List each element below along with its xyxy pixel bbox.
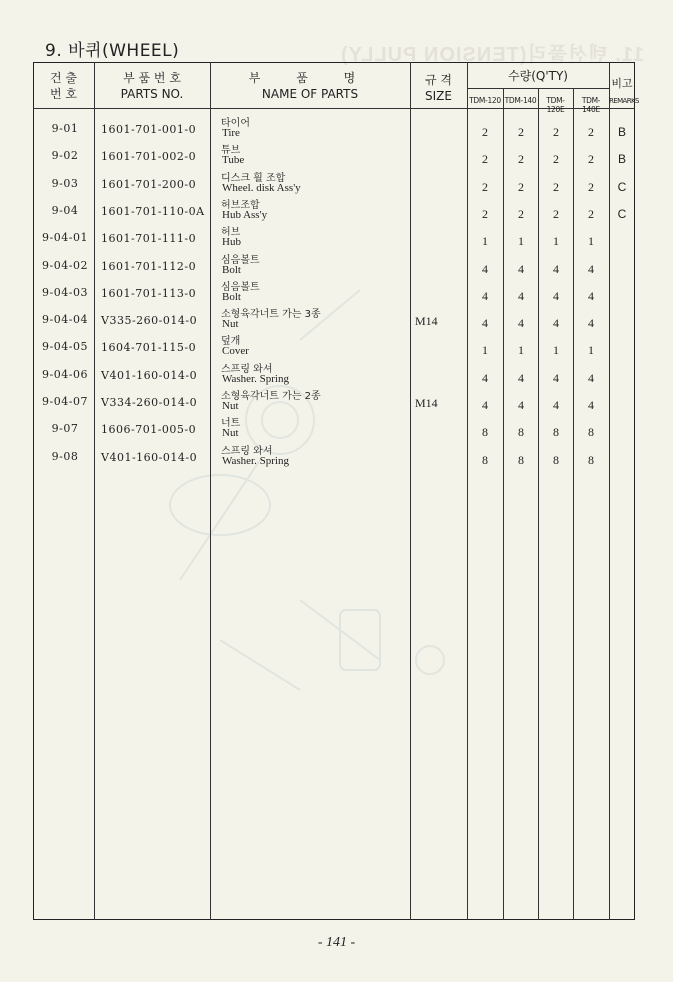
quantity-value: 2 [588, 125, 594, 139]
part-number: V335-260-014-0 [101, 314, 198, 328]
quantity-value: 1 [553, 234, 559, 249]
quantity-value: 8 [588, 425, 594, 440]
remark-value: C [617, 179, 627, 194]
header-name: 부 품 명 NAME OF PARTS [248, 71, 372, 101]
quantity-value: 2 [553, 125, 559, 139]
quantity-value: 4 [588, 261, 594, 276]
item-number: 9-08 [51, 449, 79, 463]
header-model-1: TDM-120 [469, 96, 501, 105]
remark-value: B [617, 125, 626, 139]
quantity-value: 2 [588, 206, 594, 221]
part-name-korean: 스프링 와셔 [221, 445, 273, 457]
part-number: 1604-701-115-0 [101, 341, 197, 355]
item-number: 9-02 [51, 149, 79, 163]
part-number: 1601-701-111-0 [101, 232, 197, 246]
part-name-english: Washer. Spring [222, 372, 289, 385]
part-name-english: Washer. Spring [222, 454, 289, 467]
header-no: 건 출 번 호 [50, 71, 77, 101]
quantity-value: 4 [553, 261, 559, 276]
part-size: M14 [415, 396, 438, 410]
quantity-value: 4 [482, 370, 488, 385]
part-number: 1601-701-112-0 [101, 259, 197, 273]
header-size: 규 격 SIZE [425, 73, 452, 103]
item-number: 9-07 [51, 422, 79, 436]
quantity-value: 8 [553, 452, 559, 467]
quantity-value: 1 [482, 234, 488, 249]
quantity-value: 2 [482, 179, 488, 194]
part-name-english: Nut [222, 400, 239, 412]
quantity-value: 4 [518, 288, 524, 303]
part-name-korean: 스프링 와셔 [221, 363, 273, 375]
quantity-value: 2 [553, 152, 559, 167]
quantity-value: 4 [553, 288, 559, 303]
part-name-korean: 타이어 [221, 118, 250, 129]
part-number: 1601-701-113-0 [101, 286, 197, 300]
section-title: 9. 바퀴(WHEEL) [45, 41, 180, 61]
quantity-value: 2 [518, 179, 524, 194]
part-number: V401-160-014-0 [101, 450, 198, 464]
part-size: M14 [415, 314, 438, 329]
item-number: 9-04-05 [42, 340, 88, 354]
item-number: 9-04-04 [42, 313, 88, 327]
header-parts-no: 부 품 번 호 PARTS NO. [120, 71, 184, 101]
quantity-value: 2 [518, 206, 524, 221]
quantity-value: 8 [518, 425, 524, 440]
part-name-english: Nut [222, 427, 239, 440]
quantity-value: 2 [518, 125, 524, 139]
part-name-korean: 소형육각너트 가는 2종 [221, 391, 321, 402]
quantity-value: 4 [588, 288, 594, 303]
quantity-value: 2 [588, 179, 594, 194]
quantity-value: 8 [588, 452, 594, 467]
remark-value: B [617, 152, 626, 167]
part-name-korean: 덮개 [221, 336, 241, 348]
header-remarks-en: REMARKS [609, 97, 639, 105]
item-number: 9-01 [51, 122, 79, 135]
quantity-value: 4 [588, 316, 594, 331]
ghost-previous-title: 11. 텐션풀리(TENSION PULLY) [340, 44, 645, 66]
part-name-english: Nut [222, 318, 239, 331]
header-qty: 수량(Q'TY) [508, 69, 568, 83]
quantity-value: 4 [518, 261, 524, 276]
part-name-korean: 디스크 휠 조합 [221, 172, 286, 184]
quantity-value: 8 [482, 452, 488, 467]
quantity-value: 2 [482, 125, 488, 139]
quantity-value: 1 [588, 343, 594, 358]
header-remarks: 비고 [611, 77, 633, 90]
item-number: 9-03 [51, 176, 79, 190]
part-number: V334-260-014-0 [101, 396, 198, 409]
quantity-value: 8 [482, 425, 488, 440]
quantity-value: 4 [553, 398, 559, 412]
part-name-english: Tube [222, 154, 245, 167]
page-number: - 141 - [317, 935, 356, 950]
part-name-english: Cover [222, 345, 249, 358]
quantity-value: 2 [518, 152, 524, 167]
part-name-korean: 너트 [221, 418, 241, 430]
item-number: 9-04-07 [42, 395, 88, 408]
part-name-korean: 튜브 [221, 145, 241, 157]
part-number: V401-160-014-0 [101, 368, 198, 382]
part-name-korean: 심음볼트 [221, 281, 260, 293]
part-number: 1601-701-110-0A [101, 204, 205, 218]
item-number: 9-04-01 [42, 231, 88, 245]
quantity-value: 8 [553, 425, 559, 440]
header-model-4: TDM-140E [581, 96, 601, 114]
remark-value: C [617, 206, 627, 221]
item-number: 9-04-03 [42, 285, 88, 299]
part-name-english: Hub Ass'y [222, 208, 268, 221]
item-number: 9-04 [51, 203, 79, 217]
quantity-value: 4 [482, 398, 488, 412]
part-number: 1601-701-001-0 [101, 123, 197, 136]
quantity-value: 4 [482, 261, 488, 276]
quantity-value: 4 [518, 370, 524, 385]
quantity-value: 4 [482, 316, 488, 331]
part-number: 1606-701-005-0 [101, 423, 197, 437]
quantity-value: 2 [588, 152, 594, 167]
quantity-value: 2 [482, 206, 488, 221]
item-number: 9-04-06 [42, 367, 88, 381]
part-name-english: Hub [222, 236, 241, 249]
header-model-2: TDM-140 [504, 96, 537, 105]
quantity-value: 1 [553, 343, 559, 358]
part-name-english: Bolt [222, 263, 241, 276]
quantity-value: 4 [588, 370, 594, 385]
item-number: 9-04-02 [42, 258, 88, 272]
part-number: 1601-701-200-0 [101, 177, 197, 191]
quantity-value: 8 [518, 452, 524, 467]
quantity-value: 1 [482, 343, 488, 358]
quantity-value: 4 [553, 370, 559, 385]
quantity-value: 2 [482, 152, 488, 167]
part-name-korean: 허브조합 [221, 199, 260, 211]
quantity-value: 4 [588, 398, 594, 412]
quantity-value: 4 [518, 316, 524, 331]
part-name-english: Bolt [222, 290, 241, 303]
part-name-english: Wheel. disk Ass'y [222, 181, 301, 194]
quantity-value: 4 [518, 398, 524, 412]
quantity-value: 4 [553, 316, 559, 331]
quantity-value: 1 [518, 343, 524, 358]
quantity-value: 2 [553, 179, 559, 194]
header-model-3: TDM-120E [546, 96, 565, 114]
part-number: 1601-701-002-0 [101, 150, 197, 164]
quantity-value: 1 [588, 234, 594, 249]
quantity-value: 4 [482, 288, 488, 303]
part-name-korean: 심음볼트 [221, 254, 260, 266]
part-name-korean: 허브 [221, 227, 241, 239]
part-name-english: Tire [222, 127, 240, 139]
quantity-value: 1 [518, 234, 524, 249]
quantity-value: 2 [553, 206, 559, 221]
part-name-korean: 소형육각너트 가는 3종 [221, 309, 321, 321]
